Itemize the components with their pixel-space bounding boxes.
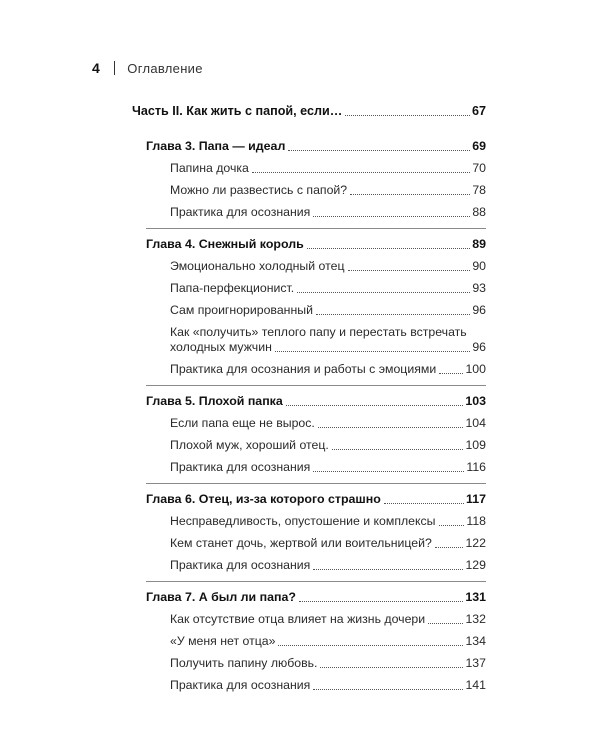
chapter-divider xyxy=(146,385,486,386)
toc-entry-title: Как отсутствие отца влияет на жизнь дочери xyxy=(170,612,426,626)
toc-entry-page: 117 xyxy=(466,492,486,506)
toc-entry-page: 134 xyxy=(465,634,486,648)
toc-entry-title: Получить папину любовь. xyxy=(170,656,318,670)
toc-item-entry xyxy=(132,183,486,198)
dot-leader xyxy=(307,247,470,249)
toc-entry-title: Глава 3. Папа — идеал xyxy=(146,139,286,153)
toc-entry-page: 96 xyxy=(472,303,486,317)
toc-entry-title: Практика для осознания и работы с эмоциями xyxy=(170,362,437,376)
toc-entry-page: 93 xyxy=(472,281,486,295)
toc-item-entry xyxy=(132,281,486,296)
toc-chapter-entry xyxy=(132,139,486,154)
toc-item-entry xyxy=(132,558,486,573)
dot-leader xyxy=(252,171,470,173)
dot-leader xyxy=(278,644,463,646)
toc-item-entry xyxy=(132,259,486,274)
toc-entry-page: 78 xyxy=(472,183,486,197)
toc-entry-title: Папина дочка xyxy=(170,161,249,175)
toc-entry-title: Можно ли развестись с папой? xyxy=(170,183,348,197)
toc-entry-page: 118 xyxy=(466,514,486,528)
toc-entry-line2 xyxy=(170,340,486,355)
toc-entry-title: Практика для осознания xyxy=(170,558,311,572)
toc-entry-page: 88 xyxy=(472,205,486,219)
dot-leader xyxy=(299,600,463,602)
toc-chapter-entry xyxy=(132,590,486,605)
dot-leader xyxy=(345,114,470,116)
toc-item-entry xyxy=(132,612,486,627)
dot-leader xyxy=(435,546,464,548)
toc-entry-title: Глава 6. Отец, из-за которого страшно xyxy=(146,492,381,506)
toc-entry-page: 131 xyxy=(465,590,486,604)
toc-entry-page: 89 xyxy=(472,237,486,251)
toc-entry-title-line2: холодных мужчин xyxy=(170,340,272,354)
toc-item-entry xyxy=(132,325,486,355)
dot-leader xyxy=(313,568,463,570)
toc-entry-title-line1: Как «получить» теплого папу и перестать встречать xyxy=(170,325,467,339)
dot-leader xyxy=(286,404,464,406)
toc-item-entry xyxy=(132,656,486,671)
toc-entry-page: 100 xyxy=(465,362,486,376)
toc-item-entry xyxy=(132,303,486,318)
dot-leader xyxy=(320,666,463,668)
toc-item-entry xyxy=(132,634,486,649)
toc-item-entry xyxy=(132,362,486,377)
toc-chapter-entry xyxy=(132,492,486,507)
dot-leader xyxy=(275,350,470,352)
toc-item-entry xyxy=(132,161,486,176)
toc-entry-page: 132 xyxy=(465,612,486,626)
dot-leader xyxy=(288,149,470,151)
dot-leader xyxy=(439,524,465,526)
toc-entry-page: 137 xyxy=(465,656,486,670)
dot-leader xyxy=(350,193,470,195)
toc-entry-page: 67 xyxy=(471,104,486,118)
toc-part-entry xyxy=(132,104,486,119)
toc-entry-title: Сам проигнорированный xyxy=(170,303,313,317)
toc-entry-title: Глава 4. Снежный король xyxy=(146,237,304,251)
toc-entry-title: Если папа еще не вырос. xyxy=(170,416,315,430)
toc-entry-title: Практика для осознания xyxy=(170,678,311,692)
dot-leader xyxy=(332,448,464,450)
toc-entry-page: 90 xyxy=(472,259,486,273)
header-separator xyxy=(114,61,116,75)
toc-item-entry xyxy=(132,460,486,475)
toc-item-entry xyxy=(132,205,486,220)
toc-chapter-entry xyxy=(132,237,486,252)
toc-entry-title: Плохой муж, хороший отец. xyxy=(170,438,329,452)
toc-item-entry xyxy=(132,438,486,453)
dot-leader xyxy=(428,622,463,624)
toc-entry-title: Глава 7. А был ли папа? xyxy=(146,590,296,604)
toc-entry-title: Глава 5. Плохой папка xyxy=(146,394,283,408)
dot-leader xyxy=(439,372,463,374)
dot-leader xyxy=(316,313,470,315)
section-title: Оглавление xyxy=(127,60,203,76)
table-of-contents xyxy=(132,104,486,693)
chapter-divider xyxy=(146,581,486,582)
dot-leader xyxy=(313,688,463,690)
toc-chapter-entry xyxy=(132,394,486,409)
toc-entry-page: 96 xyxy=(472,340,486,354)
toc-entry-page: 104 xyxy=(465,416,486,430)
toc-item-entry xyxy=(132,514,486,529)
toc-entry-page: 122 xyxy=(465,536,486,550)
toc-entry-page: 70 xyxy=(472,161,486,175)
toc-entry-title: Кем станет дочь, жертвой или воительницей? xyxy=(170,536,432,550)
toc-entry-title: «У меня нет отца» xyxy=(170,634,276,648)
dot-leader xyxy=(318,426,464,428)
toc-entry-title: Эмоционально холодный отец xyxy=(170,259,345,273)
chapter-divider xyxy=(146,483,486,484)
toc-entry-title: Папа-перфекционист. xyxy=(170,281,295,295)
dot-leader xyxy=(348,269,471,271)
toc-entry-title: Практика для осознания xyxy=(170,205,311,219)
dot-leader xyxy=(384,502,464,504)
dot-leader xyxy=(297,291,470,293)
toc-entry-page: 116 xyxy=(466,460,486,474)
page-number: 4 xyxy=(92,60,100,76)
toc-item-entry xyxy=(132,678,486,693)
toc-entry-title: Часть II. Как жить с папой, если… xyxy=(132,104,343,118)
toc-entry-title: Практика для осознания xyxy=(170,460,311,474)
toc-item-entry xyxy=(132,536,486,551)
toc-entry-title: Несправедливость, опустошение и комплексы xyxy=(170,514,436,528)
running-head xyxy=(92,60,203,76)
toc-entry-page: 141 xyxy=(465,678,486,692)
dot-leader xyxy=(313,215,470,217)
toc-entry-page: 109 xyxy=(465,438,486,452)
toc-entry-page: 69 xyxy=(472,139,486,153)
toc-entry-page: 129 xyxy=(465,558,486,572)
toc-item-entry xyxy=(132,416,486,431)
dot-leader xyxy=(313,470,464,472)
toc-entry-page: 103 xyxy=(465,394,486,408)
chapter-divider xyxy=(146,228,486,229)
